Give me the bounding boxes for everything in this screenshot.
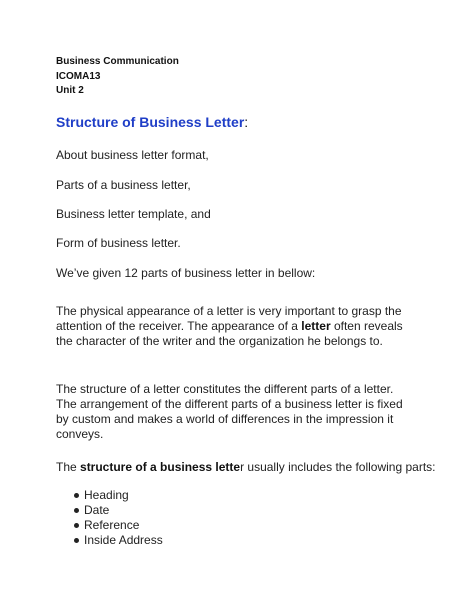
bullet-icon: [74, 538, 79, 543]
bold-letter: letter: [301, 319, 331, 333]
unit-label: Unit 2: [56, 85, 84, 96]
list-item: Date: [74, 503, 163, 518]
list-item: Inside Address: [74, 533, 163, 548]
course-name: Business Communication: [56, 56, 179, 67]
paragraph-form: Form of business letter.: [56, 236, 181, 250]
paragraph-twelve-parts: We’ve given 12 parts of business letter in bellow:: [56, 266, 316, 280]
section-heading: [56, 113, 248, 131]
paragraph-includes: The structure of a business letter usually includes the following parts:: [56, 460, 436, 474]
paragraph-appearance: The physical appearance of a letter is very important to grasp the attention of the receiver. The appearance of a letter often reveals the character of the writer and the organization he belongs to.: [56, 304, 403, 348]
paragraph-parts: Parts of a business letter,: [56, 178, 191, 192]
list-item: Reference: [74, 518, 163, 533]
bullet-icon: [74, 523, 79, 528]
bullet-icon: [74, 508, 79, 513]
section-title-colon: :: [244, 114, 249, 130]
course-code: ICOMA13: [56, 70, 101, 82]
bold-structure: structure of a business lette: [80, 460, 241, 474]
parts-list: [74, 488, 163, 548]
paragraph-template: Business letter template, and: [56, 207, 211, 221]
section-title: Structure of Business Letter: [56, 114, 245, 130]
bullet-icon: [74, 493, 79, 498]
document-header: [56, 55, 179, 99]
paragraph-format: About business letter format,: [56, 148, 209, 162]
list-item: Heading: [74, 488, 163, 503]
paragraph-structure: The structure of a letter constitutes the different parts of a letter. The arrangement of the different parts of a business letter is fixed by custom and makes a world of differences in the impression it conveys.: [56, 382, 403, 441]
